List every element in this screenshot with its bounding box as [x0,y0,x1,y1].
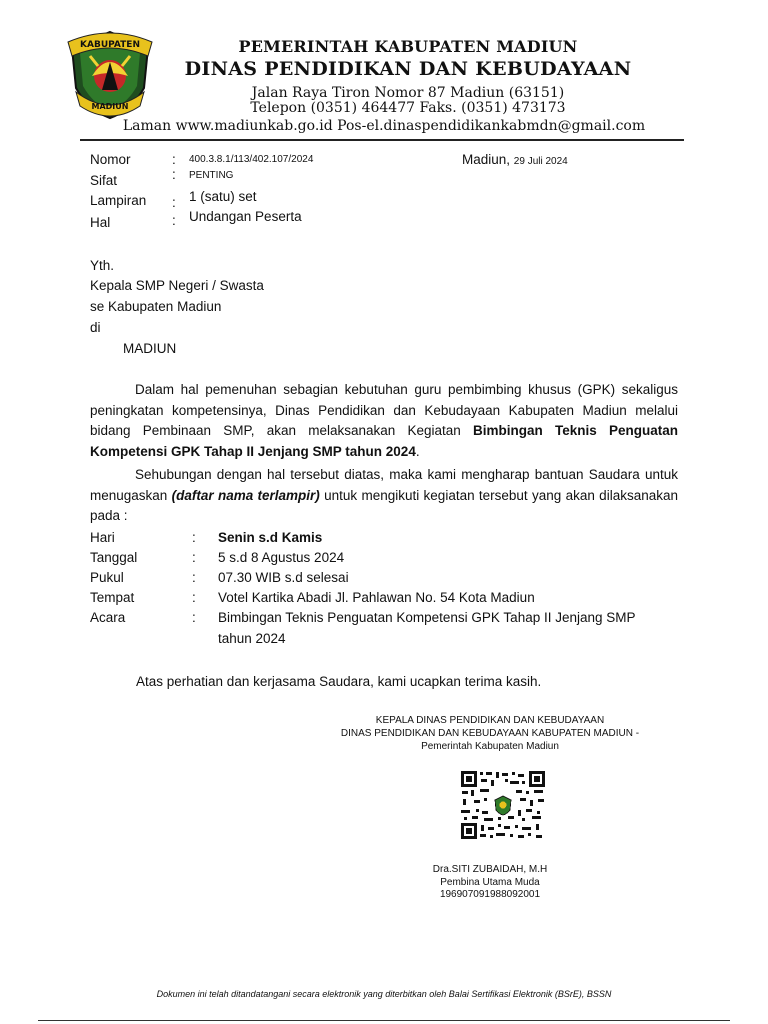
signatory-title-2: DINAS PENDIDIKAN DAN KEBUDAYAAN KABUPATEN MADIUN - [340,728,640,739]
government-name: PEMERINTAH KABUPATEN MADIUN [238,37,578,56]
logo-top-text: KABUPATEN [80,40,140,50]
recipient-line-1: Yth. [90,258,115,273]
recipient-line-4: di [90,320,101,335]
p2-emphasis: (daftar nama terlampir) [171,487,320,503]
office-phone: Telepon (0351) 464477 Faks. (0351) 473173 [250,100,566,116]
office-web-email: Laman www.madiunkab.go.id Pos-el.dinaspendidikankabmdn@gmail.com [122,118,646,134]
recipient-line-5: MADIUN [123,341,177,356]
detail-colon: : [192,610,196,625]
p1-end: . [415,443,420,459]
detail-value: 5 s.d 8 Agustus 2024 [218,550,345,565]
lampiran-value: 1 (satu) set [189,189,257,204]
electronic-signature-qr-code [460,770,546,840]
date-value: 29 Juli 2024 [513,156,568,167]
department-name: DINAS PENDIDIKAN DAN KEBUDAYAAN [184,58,632,80]
p2-start: Sehubungan dengan hal tersebut diatas, maka kami mengharap bantuan Saudara untuk menugaskan [90,467,678,503]
hal-value: Undangan Peserta [189,209,302,224]
body-paragraph-1 [90,380,678,462]
p1-text: Dalam hal pemenuhan sebagian kebutuhan guru pembimbing khusus (GPK) sekaligus peningkatan kompetensinya, Dinas Pendidikan dan Kebudayaan Kabupaten Madiun melalui bidang Pembinaan SMP, akan melaksanakan Kegiatan [90,382,678,438]
lampiran-colon: : [172,195,176,210]
p2-end: untuk mengikuti kegiatan tersebut yang akan dilaksanakan pada : [90,487,678,523]
signatory-rank: Pembina Utama Muda [440,877,540,888]
nomor-value: 400.3.8.1/113/402.107/2024 [189,154,314,165]
sifat-colon: : [172,167,176,182]
hal-label: Hal [90,215,111,230]
hal-colon: : [172,213,176,228]
detail-colon: : [192,570,196,585]
detail-value: Votel Kartika Abadi Jl. Pahlawan No. 54 Kota Madiun [218,590,535,605]
detail-value: Bimbingan Teknis Penguatan Kompetensi GPK Tahap II Jenjang SMP tahun 2024 [218,610,636,646]
closing-sentence: Atas perhatian dan kerjasama Saudara, kami ucapkan terima kasih. [136,674,542,689]
detail-label: Hari [90,530,115,545]
detail-label: Pukul [90,570,124,585]
footer-divider [38,1020,730,1021]
nomor-colon: : [172,152,176,167]
detail-colon: : [192,530,196,545]
detail-label: Acara [90,610,126,625]
nomor-label: Nomor [90,152,131,167]
p1-activity-title: Bimbingan Teknis Penguatan Kompetensi GPK Tahap II Jenjang SMP tahun 2024 [90,423,678,459]
recipient-line-2: Kepala SMP Negeri / Swasta [90,278,264,293]
signatory-title-3: Pemerintah Kabupaten Madiun [421,741,559,752]
signatory-nip: 196907091988092001 [439,889,541,900]
logo-bottom-text: MADIUN [91,102,129,111]
sifat-value: PENTING [189,170,234,181]
letterhead-divider [80,139,684,141]
detail-value: 07.30 WIB s.d selesai [218,570,349,585]
body-paragraph-2 [90,465,678,527]
detail-value: Senin s.d Kamis [218,530,323,545]
signatory-name: Dra.SITI ZUBAIDAH, M.H [432,864,548,875]
detail-colon: : [192,550,196,565]
letter-date [462,152,568,167]
date-city: Madiun, [462,152,511,167]
lampiran-label: Lampiran [90,193,147,208]
sifat-label: Sifat [90,173,118,188]
recipient-line-3: se Kabupaten Madiun [90,299,222,314]
detail-label: Tanggal [90,550,138,565]
electronic-signature-footnote: Dokumen ini telah ditandatangani secara elektronik yang diterbitkan oleh Balai Sertifikasi Elektronik (BSrE), BSSN [156,989,612,999]
office-address: Jalan Raya Tiron Nomor 87 Madiun (63151) [251,85,565,101]
detail-colon: : [192,590,196,605]
signatory-title-1: KEPALA DINAS PENDIDIKAN DAN KEBUDAYAAN [375,715,605,726]
detail-label: Tempat [90,590,135,605]
